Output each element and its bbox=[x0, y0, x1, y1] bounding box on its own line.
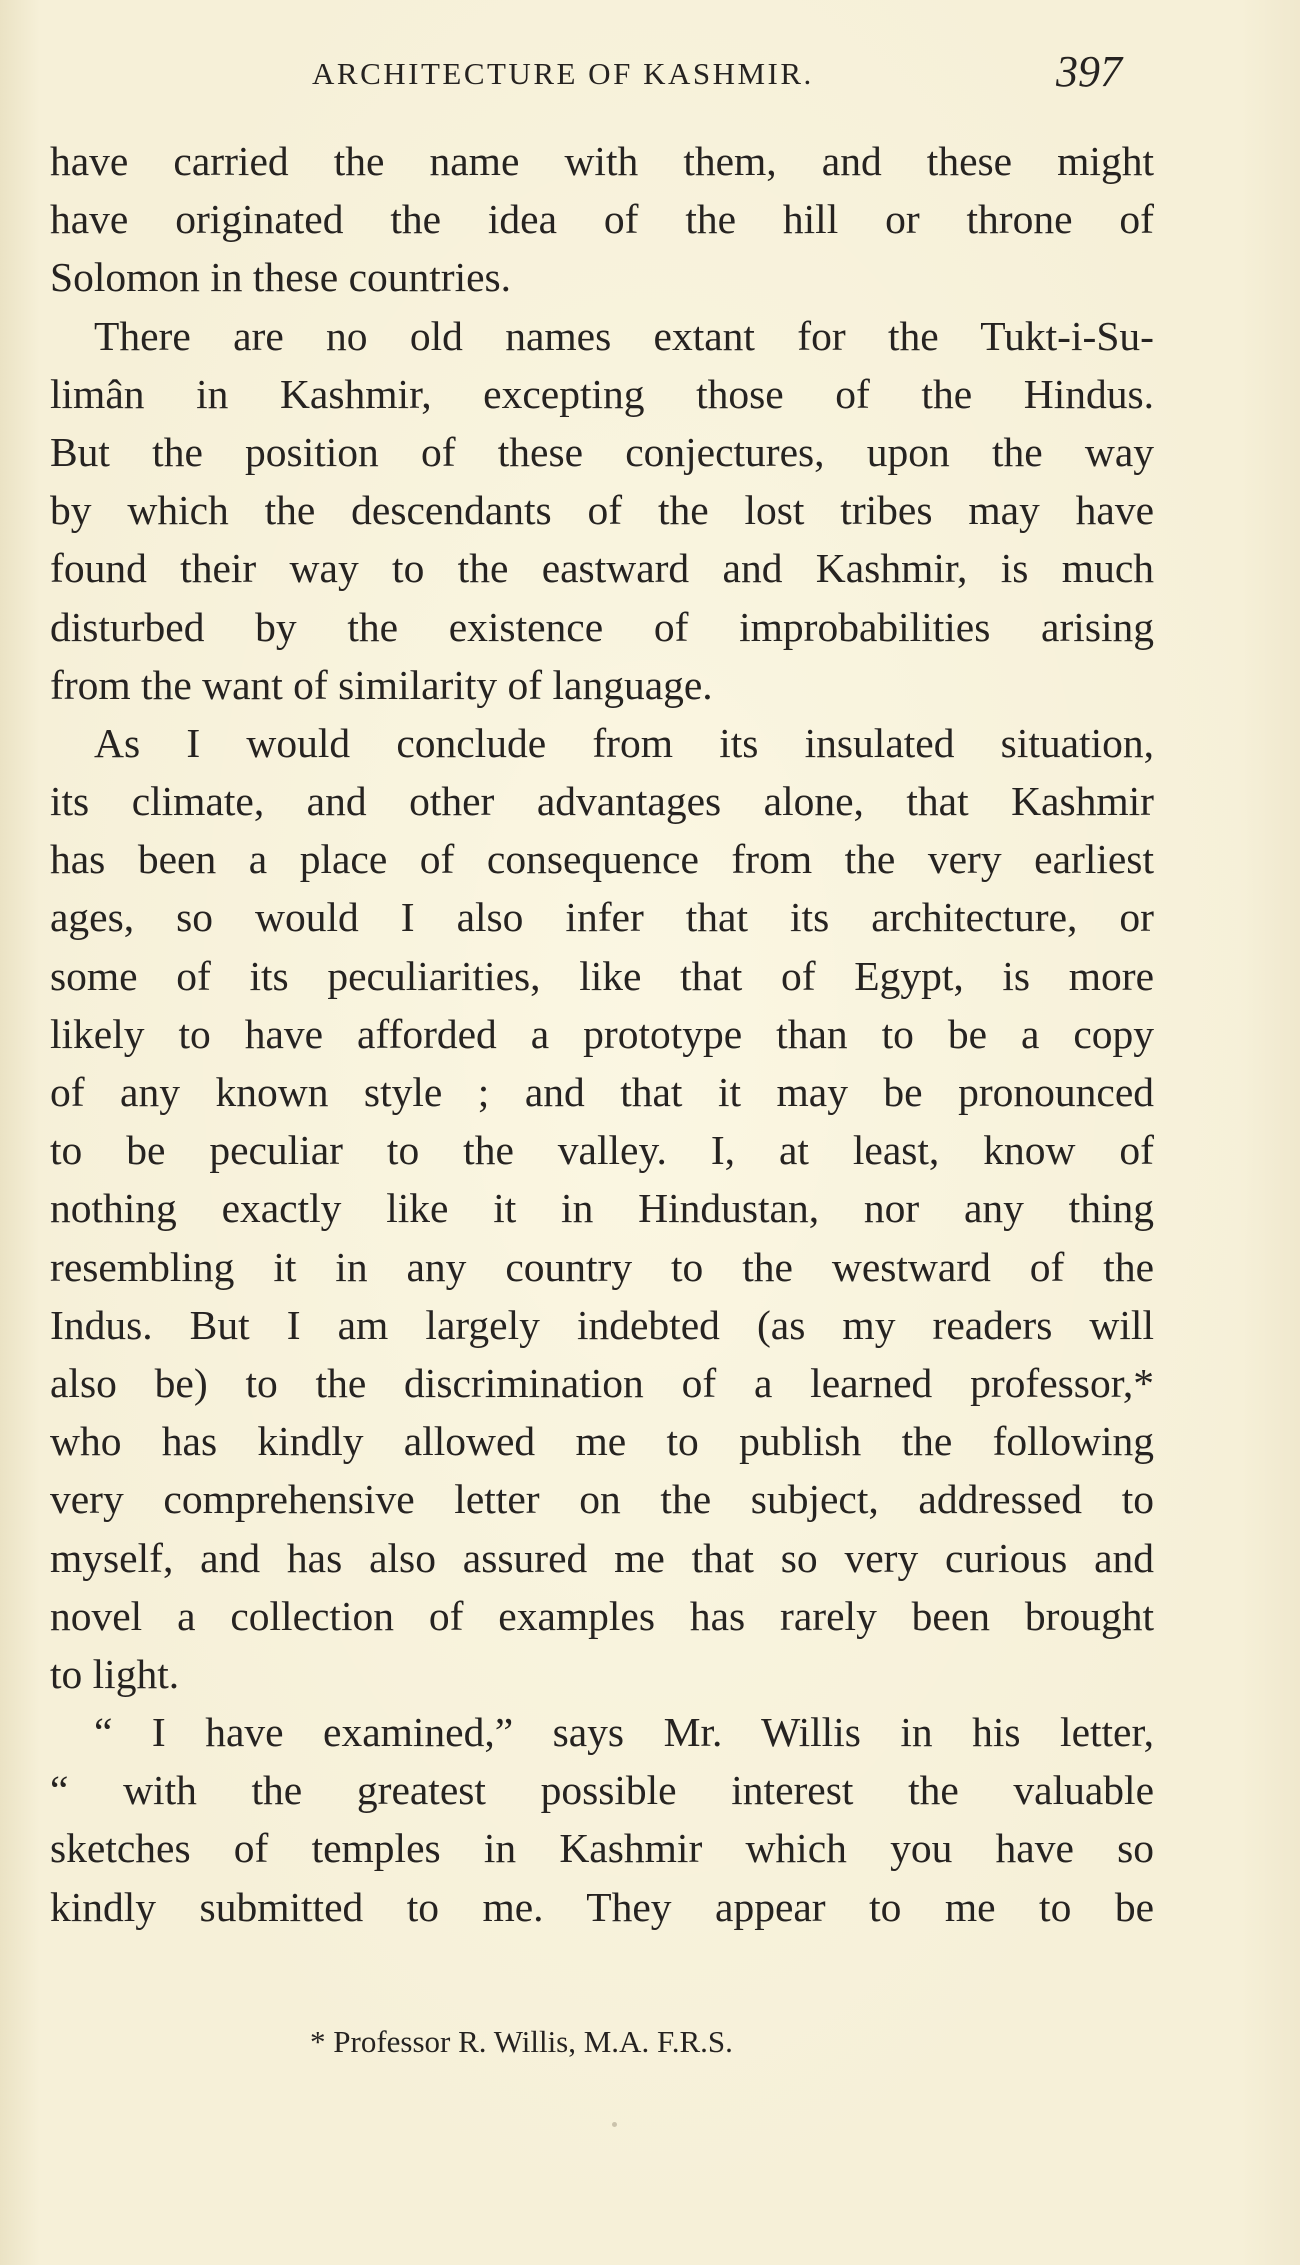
paragraph bbox=[50, 1703, 1154, 1936]
text-line: found their way to the eastward and Kashmir, is much bbox=[50, 545, 1154, 592]
text-line: resembling it in any country to the westward of the bbox=[50, 1243, 1154, 1290]
text-line: “ I have examined,” says Mr. Willis in his letter, bbox=[94, 1709, 1154, 1756]
text-line: likely to have afforded a prototype than to be a copy bbox=[50, 1010, 1154, 1057]
text-line: sketches of temples in Kashmir which you have so bbox=[50, 1825, 1154, 1872]
text-line: by which the descendants of the lost tribes may have bbox=[50, 487, 1154, 534]
text-line: But the position of these conjectures, upon the way bbox=[50, 428, 1154, 475]
body-text bbox=[50, 132, 1154, 1936]
text-line: There are no old names extant for the Tukt-i-Su- bbox=[94, 312, 1154, 359]
text-line: very comprehensive letter on the subject, addressed to bbox=[50, 1476, 1154, 1523]
text-line: have carried the name with them, and these might bbox=[50, 138, 1154, 184]
footnote: * Professor R. Willis, M.A. F.R.S. bbox=[310, 2024, 733, 2059]
text-line: As I would conclude from its insulated situation, bbox=[94, 719, 1154, 766]
page-number: 397 bbox=[1056, 47, 1122, 96]
text-line: ages, so would I also infer that its architecture, or bbox=[50, 894, 1154, 941]
running-title: ARCHITECTURE OF KASHMIR. bbox=[312, 56, 814, 91]
paragraph bbox=[50, 714, 1154, 1703]
paper-speck bbox=[612, 2122, 617, 2127]
text-line: Indus. But I am largely indebted (as my readers will bbox=[50, 1301, 1154, 1348]
text-line: myself, and has also assured me that so very curious and bbox=[50, 1534, 1154, 1581]
text-line: have originated the idea of the hill or throne of bbox=[50, 196, 1154, 243]
text-line: novel a collection of examples has rarely been brought bbox=[50, 1592, 1154, 1639]
text-line: Solomon in these countries. bbox=[50, 254, 512, 301]
text-line: some of its peculiarities, like that of Egypt, is more bbox=[50, 952, 1154, 999]
text-line: to be peculiar to the valley. I, at least, know of bbox=[50, 1127, 1154, 1174]
text-line: has been a place of consequence from the very earliest bbox=[50, 836, 1154, 883]
paragraph bbox=[50, 307, 1154, 714]
text-line: limân in Kashmir, excepting those of the Hindus. bbox=[50, 370, 1154, 417]
text-line: to light. bbox=[50, 1650, 180, 1697]
text-line: kindly submitted to me. They appear to me to be bbox=[50, 1883, 1154, 1930]
paragraph bbox=[50, 132, 1154, 307]
text-line: who has kindly allowed me to publish the following bbox=[50, 1418, 1154, 1465]
text-line: also be) to the discrimination of a learned professor,* bbox=[50, 1359, 1154, 1406]
text-line: “ with the greatest possible interest the valuable bbox=[50, 1767, 1154, 1814]
text-line: its climate, and other advantages alone, that Kashmir bbox=[50, 778, 1154, 825]
text-line: nothing exactly like it in Hindustan, nor any thing bbox=[50, 1185, 1154, 1232]
text-line: from the want of similarity of language. bbox=[50, 661, 713, 708]
text-line: of any known style ; and that it may be pronounced bbox=[50, 1069, 1154, 1115]
running-header bbox=[0, 46, 1300, 106]
text-line: disturbed by the existence of improbabilities arising bbox=[50, 603, 1154, 650]
